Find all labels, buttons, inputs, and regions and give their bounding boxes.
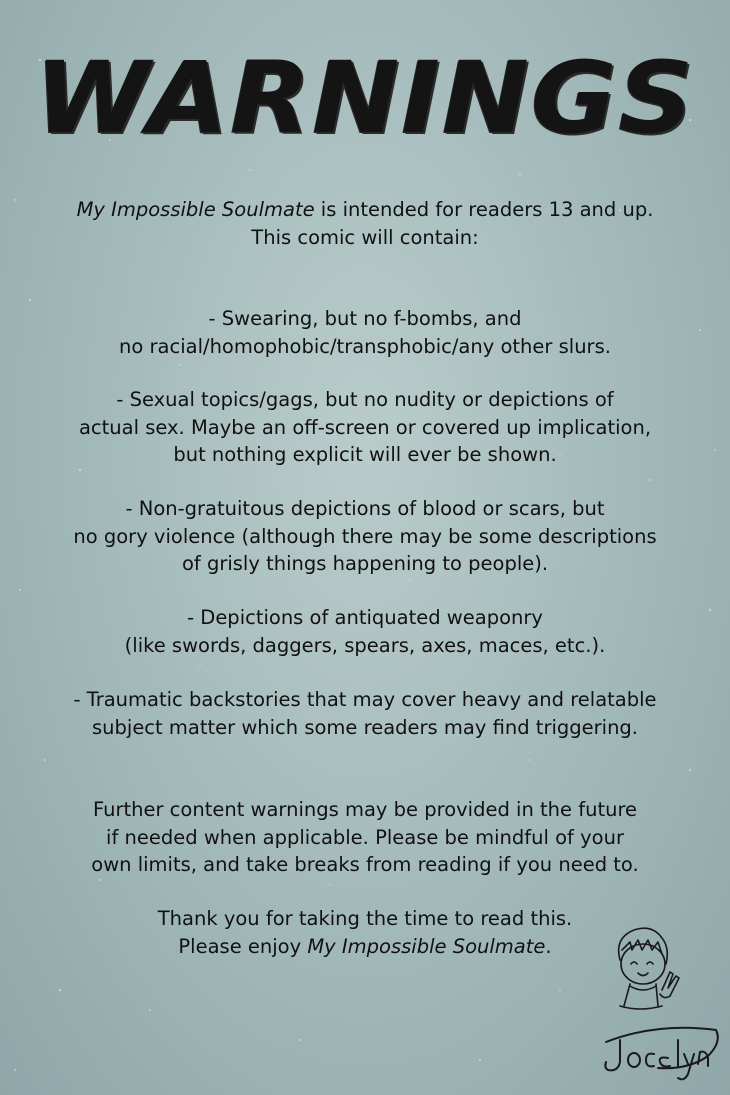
warning-item-blood [0,495,730,578]
intro-line-1 [0,196,730,224]
warning-line: no gory violence (although there may be some descriptions [73,524,657,548]
thanks-line-1: Thank you for taking the time to read this. [157,907,573,930]
comic-title: My Impossible Soulmate [307,934,546,958]
warning-item-weaponry [0,604,730,659]
thanks-suffix: . [545,934,552,958]
warning-line: - Non-gratuitous depictions of blood or scars, but [125,497,605,520]
comic-title: My Impossible Soulmate [76,198,315,221]
further-line: own limits, and take breaks from reading if you need to. [91,853,639,876]
warning-line: subject matter which some readers may find triggering. [92,715,638,739]
intro-paragraph [0,196,730,251]
signature-image [598,1012,723,1087]
warning-line: no racial/homophobic/transphobic/any other slurs. [119,334,611,358]
warning-item-backstories [0,686,730,741]
warning-item-sexual-topics [0,386,730,469]
chibi-avatar-icon [600,920,690,1015]
intro-line-2: This comic will contain: [251,225,479,249]
warning-line: - Sexual topics/gags, but no nudity or depictions of [116,388,614,411]
warning-line: (like swords, daggers, spears, axes, maces, etc.). [124,633,606,657]
warning-line: - Traumatic backstories that may cover heavy and relatable [73,688,657,711]
further-warnings-paragraph [0,796,730,879]
warning-line: actual sex. Maybe an off-screen or covered up implication, [78,415,652,439]
thanks-prefix: Please enjoy [178,934,308,958]
further-line: Further content warnings may be provided in the future [92,798,638,821]
page-title: WARNINGS [34,40,696,156]
intro-line-1-rest: is intended for readers 13 and up. [314,198,654,221]
warning-line: but nothing explicit will ever be shown. [173,443,557,466]
further-line: if needed when applicable. Please be mindful of your [106,825,624,849]
warning-line: - Depictions of antiquated weaponry [187,606,543,629]
warning-item-swearing [0,305,730,360]
warning-line: of grisly things happening to people). [181,552,549,575]
warning-line: - Swearing, but no f-bombs, and [208,307,522,330]
